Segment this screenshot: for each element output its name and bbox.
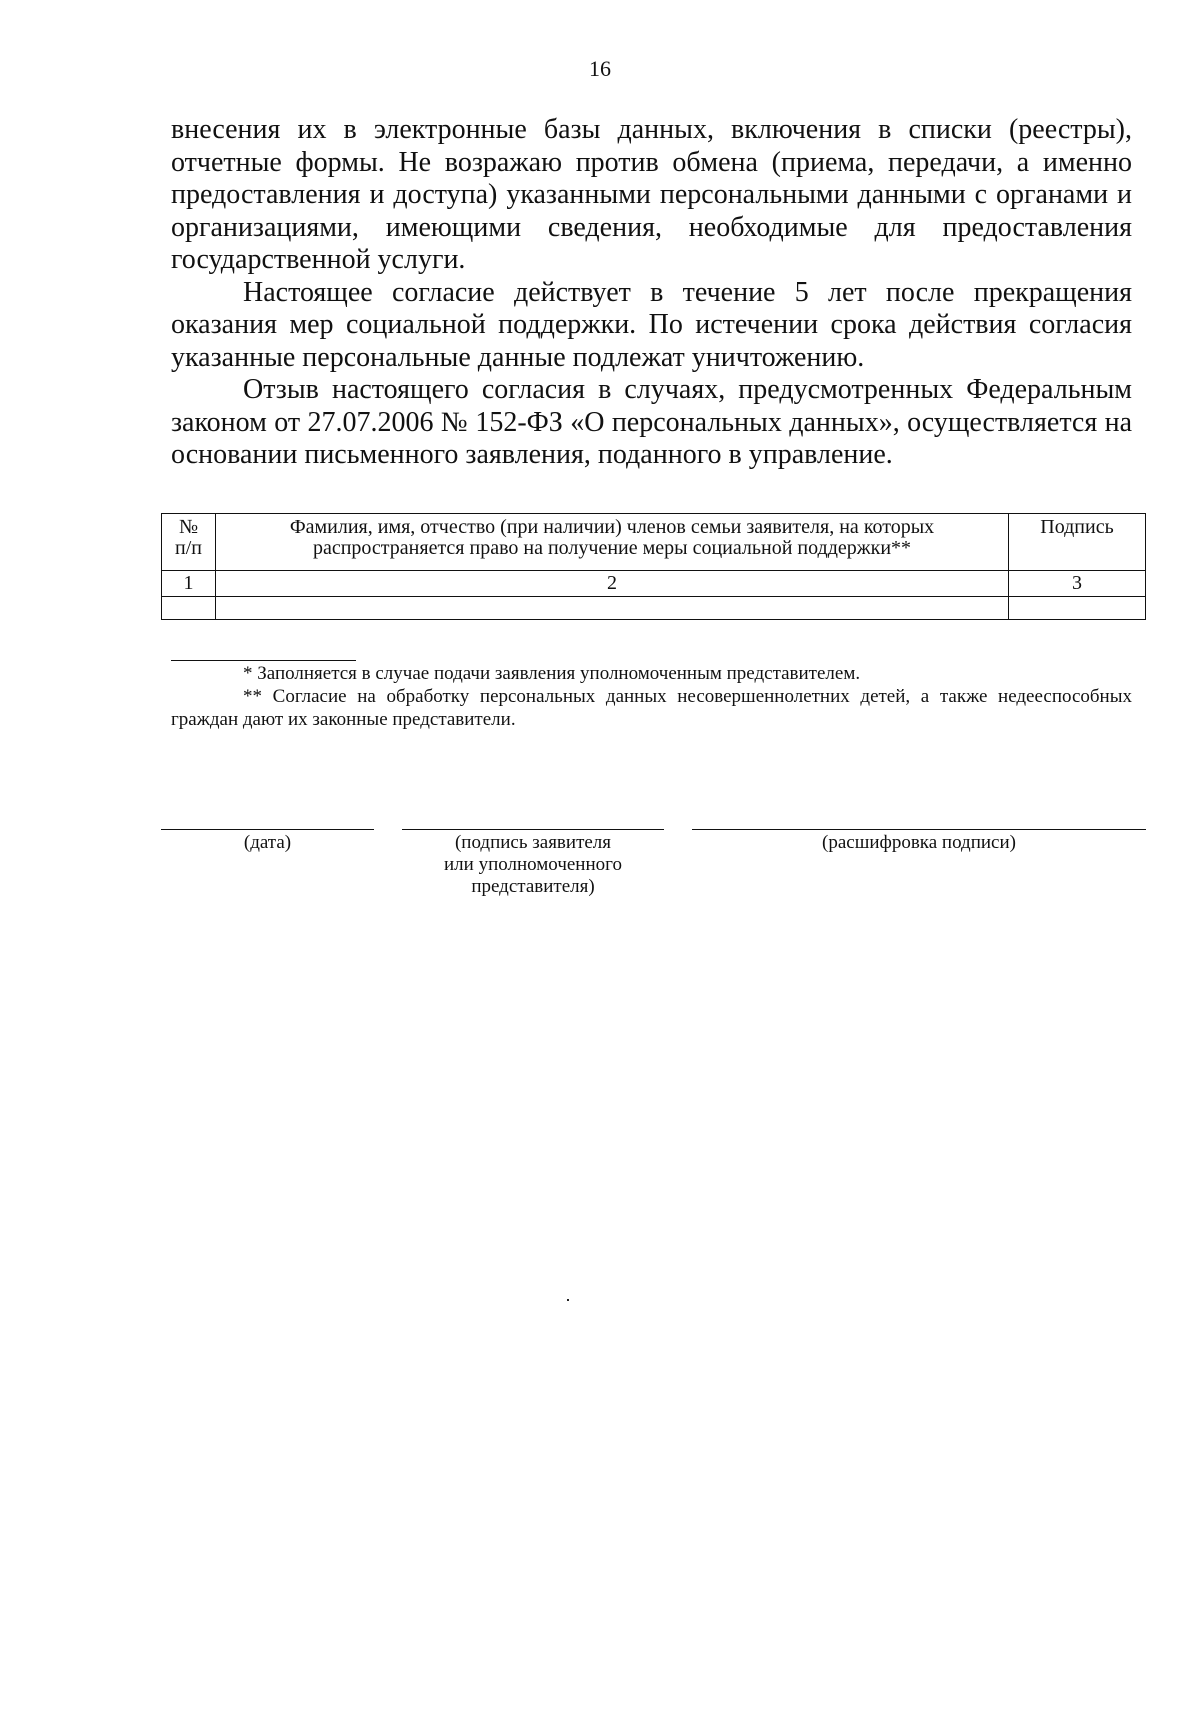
signature-line[interactable] — [402, 829, 664, 830]
table-row — [162, 597, 1146, 620]
table-header-row — [162, 514, 1146, 571]
date-label: (дата) — [243, 832, 292, 853]
footnotes — [171, 662, 1132, 731]
footnote-separator — [171, 660, 356, 661]
header-number: № п/п — [162, 514, 216, 571]
date-field — [161, 829, 374, 909]
table-cell[interactable] — [1009, 597, 1146, 620]
header-family-members: Фамилия, имя, отчество (при наличии) членов семьи заявителя, на которых распространяется право на получение меры социальной поддержки** — [216, 514, 1009, 571]
table-cell[interactable] — [162, 597, 216, 620]
table-cell[interactable] — [216, 597, 1009, 620]
paragraph-withdrawal: Отзыв настоящего согласия в случаях, предусмотренных Федеральным законом от 27.07.2006 № 152-ФЗ «О персональных данных», осуществляется на основании письменного заявления, поданного в управление. — [171, 374, 1132, 470]
consent-body — [171, 114, 1132, 472]
header-signature: Подпись — [1009, 514, 1146, 571]
signature-decoding-label: (расшифровка подписи) — [822, 832, 1016, 853]
signature-field — [402, 829, 664, 909]
signature-label: (подпись заявителя или уполномоченного представителя) — [444, 832, 622, 897]
numbering-cell: 3 — [1009, 571, 1146, 597]
page-number: 16 — [589, 56, 611, 81]
paragraph-continuation: внесения их в электронные базы данных, включения в списки (реестры), отчетные формы. Не возражаю против обмена (приема, передачи, а именно предоставления и доступа) указанными персональными данными с органами и организациями, имеющими сведения, необходимые для предоставления государственной услуги. — [171, 114, 1132, 275]
family-members-table — [161, 513, 1146, 620]
scan-speck — [567, 1299, 569, 1301]
signature-decoding-line[interactable] — [692, 829, 1146, 830]
numbering-cell: 2 — [216, 571, 1009, 597]
signature-decoding-field — [692, 829, 1146, 909]
footnote-minors: ** Согласие на обработку персональных данных несовершеннолетних детей, а также недееспособных граждан дают их законные представители. — [171, 686, 1132, 730]
date-line[interactable] — [161, 829, 374, 830]
footnote-representative: * Заполняется в случае подачи заявления уполномоченным представителем. — [243, 663, 861, 684]
paragraph-validity-term: Настоящее согласие действует в течение 5 лет после прекращения оказания мер социальной поддержки. По истечении срока действия согласия указанные персональные данные подлежат уничтожению. — [171, 276, 1132, 373]
numbering-cell: 1 — [162, 571, 216, 597]
table-numbering-row — [162, 571, 1146, 597]
